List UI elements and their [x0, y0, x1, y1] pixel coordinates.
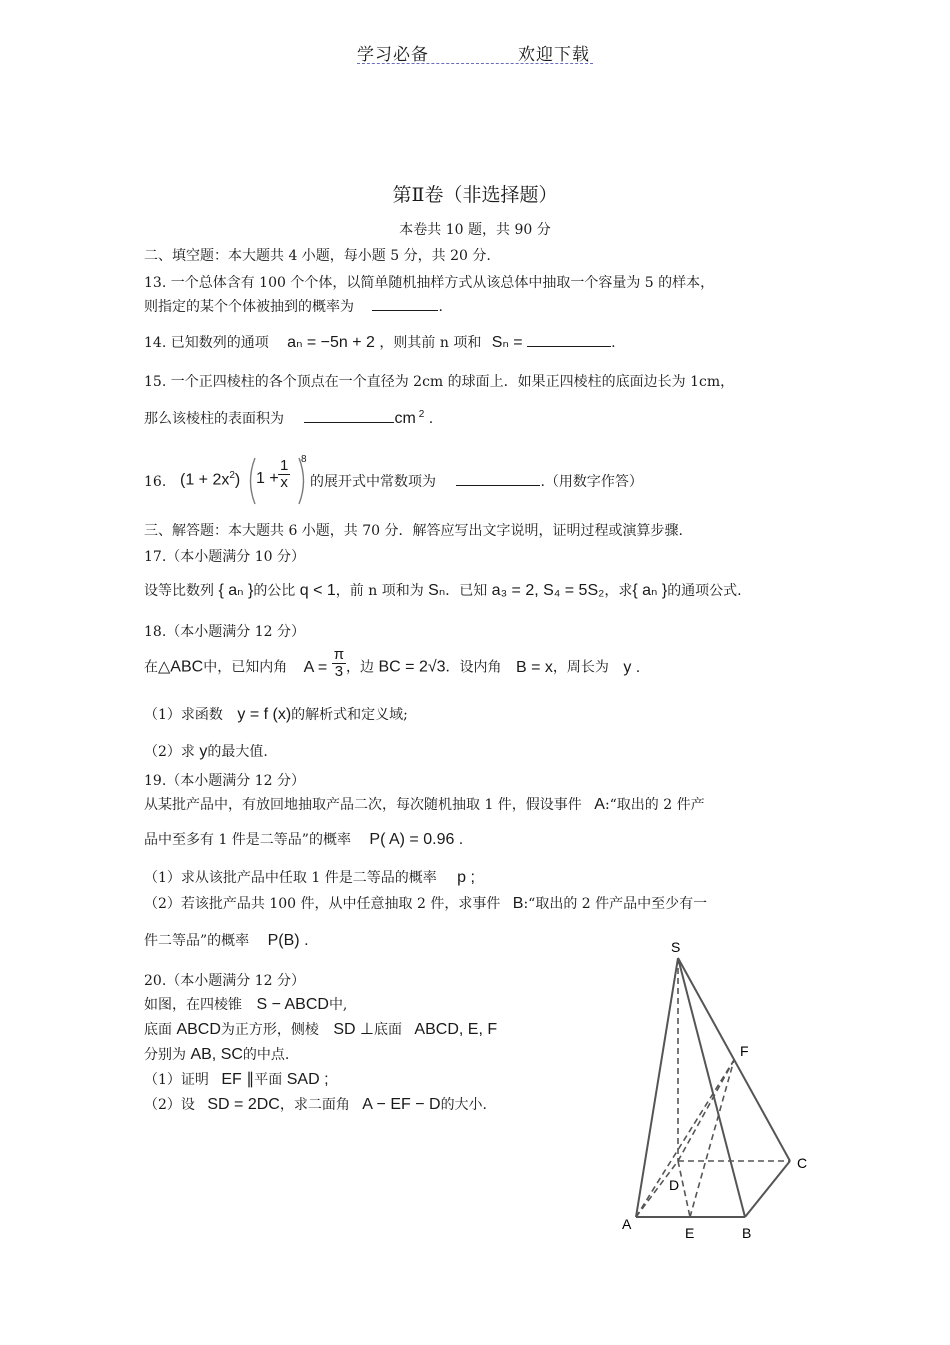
q19-line2-text: 品中至多有 1 件是二等品”的概率 [144, 832, 351, 848]
q20-l4m2: SAD ; [286, 1071, 329, 1088]
q16-inner: 1 + [256, 470, 279, 487]
q19-evB: B [512, 895, 524, 912]
q19-evA: A [594, 796, 605, 813]
q17-f: 的通项公式. [667, 583, 742, 599]
label-A: A [622, 1216, 632, 1232]
q18-sub2-a: （2）求 [144, 744, 195, 760]
q17-sn: Sₙ [428, 582, 446, 599]
label-C: C [797, 1155, 808, 1171]
q16-num: 16. [144, 474, 167, 490]
q20-l2b: 为正方形，侧棱 [220, 1022, 319, 1038]
q14-blank [527, 346, 611, 347]
q18-sub2-y: y [199, 743, 208, 760]
q15-unit-exp: 2 [418, 409, 425, 421]
q18-pre: 在 [144, 659, 158, 676]
q18-sub2-b: 的最大值. [207, 744, 268, 760]
q19-line1-text: 从某批产品中，有放回地抽取产品二次，每次随机抽取 1 件，假设事件 [144, 797, 582, 813]
q18-three: 3 [334, 663, 344, 680]
q18-mid1: 中，已知内角 [203, 659, 288, 676]
q17-a: 设等比数列 [144, 583, 214, 599]
q20-l5c: 的大小. [440, 1097, 488, 1113]
q20-l3b: 的中点. [242, 1047, 290, 1063]
section-title: 第Ⅱ卷（非选择题） [392, 184, 558, 206]
q20-l4 [144, 1069, 329, 1089]
q16-mid: ) [234, 471, 241, 489]
q19-line1b: :“取出的 2 件产 [604, 797, 705, 813]
part3-heading: 三、解答题：本大题共 6 小题，共 70 分．解答应写出文字说明，证明过程或演算步骤. [144, 523, 683, 539]
q18-body [144, 646, 641, 680]
edge-BC [745, 1161, 790, 1217]
q20-l5m: SD = 2DC [207, 1096, 280, 1113]
q19-sub1-text: （1）求从该批产品中任取 1 件是二等品的概率 [144, 870, 437, 886]
q16-text: 的展开式中常数项为 [310, 474, 436, 490]
q18-sub1-a: （1）求函数 [144, 707, 223, 723]
q19-pB: P(B) . [267, 932, 309, 949]
q17-e: ，求 [604, 583, 633, 599]
edge-EF [690, 1060, 734, 1217]
label-S: S [671, 939, 681, 955]
q20-l3m: AB, SC [190, 1046, 243, 1063]
label-D: D [669, 1177, 680, 1193]
q16-frac-den: x [280, 474, 288, 491]
q20-l1m: S − ABCD [256, 996, 329, 1013]
q20-l5m2: A − EF − D [362, 1096, 441, 1113]
q19-sub2 [144, 893, 707, 913]
q18-tri: △ABC [158, 658, 204, 676]
label-F: F [740, 1043, 749, 1059]
q16-expr-left [180, 470, 240, 489]
q19-sub2-text: （2）若该批产品共 100 件，从中任意抽取 2 件，求事件 [144, 896, 501, 912]
q16-blank [456, 485, 540, 486]
edge-SB [678, 958, 745, 1217]
q17-d: ．已知 [445, 583, 488, 599]
q20-l5 [144, 1094, 487, 1114]
q17-c: ，前 n 项和为 [335, 583, 424, 599]
q16-note: .（用数字作答） [540, 474, 643, 490]
q20-head: 20.（本小题满分 12 分） [144, 973, 305, 989]
q15-line2: 那么该棱柱的表面积为 cm $^2$ . [144, 409, 434, 427]
q18-sub1-b: 的解析式和定义域; [291, 707, 408, 723]
q14: 14. 已知数列的通项 aₙ = −5n + 2 ，则其前 n 项和 Sₙ = . [144, 334, 616, 351]
q19-p: p ; [457, 869, 475, 886]
q19-pA: P( A) = 0.96 . [369, 831, 464, 848]
q18-A: A = [303, 658, 328, 676]
q20-l4a: （1）证明 [144, 1072, 209, 1088]
q18-bx: B = x [516, 658, 553, 676]
q18-pi: π [333, 646, 345, 663]
q15-text: 那么该棱柱的表面积为 [144, 411, 284, 427]
q13-line2: 则指定的某个个体被抽到的概率为 . [144, 299, 443, 315]
q20-l1 [144, 994, 347, 1014]
q14-middle: ，则其前 n 项和 [379, 335, 482, 351]
header-divider [357, 63, 593, 64]
q17-cond: a₃ = 2, S₄ = 5S₂ [491, 582, 605, 599]
q18-mid4: ，周长为 [552, 659, 609, 676]
q20-l2m: ABCD [176, 1021, 221, 1038]
q20-l5b: ，求二面角 [279, 1097, 350, 1113]
q16-left-exp: 2 [229, 470, 235, 481]
q18-sub1-f: y = f (x) [237, 706, 292, 723]
q18-bc: BC = 2√3 [378, 658, 446, 676]
q14-formula: aₙ = −5n + 2 [287, 334, 375, 351]
q20-l1b: 中, [328, 997, 348, 1013]
q20-l2m3: ABCD, E, F [414, 1021, 498, 1038]
header-right: 欢迎下载 [518, 45, 590, 65]
q18-mid3: ．设内角 [445, 659, 502, 676]
q20-l5a: （2）设 [144, 1097, 195, 1113]
q19-head: 19.（本小题满分 12 分） [144, 773, 305, 789]
q17-head: 17.（本小题满分 10 分） [144, 549, 305, 565]
label-B: B [742, 1225, 752, 1241]
header-left: 学习必备 [357, 45, 429, 65]
edge-DE [678, 1161, 690, 1217]
q13-blank [372, 310, 438, 311]
q17-q: q < 1 [299, 582, 336, 599]
q20-l4b: 平面 [254, 1072, 283, 1088]
q20-l3 [144, 1044, 289, 1064]
q19-sub1 [144, 867, 475, 887]
q20-l4m: EF ∥ [221, 1071, 255, 1088]
q16-text-line [310, 471, 643, 491]
q20-l2m2: SD ⊥ [333, 1021, 374, 1038]
q17-body [144, 580, 742, 600]
q13-line1: 13. 一个总体含有 100 个个体，以简单随机抽样方式从该总体中抽取一个容量为 5 的样本， [144, 275, 715, 291]
q16-left: (1 + 2x [180, 471, 230, 489]
q14-sum: Sₙ = [491, 334, 523, 351]
q15-unit: cm [394, 410, 416, 427]
q16-frac [278, 458, 290, 491]
pyramid-figure [600, 930, 830, 1250]
q18-sub2 [144, 741, 268, 761]
section-subtitle: 本卷共 10 题，共 90 分 [399, 222, 551, 238]
q20-l2c: 底面 [373, 1022, 402, 1038]
q18-y: y . [623, 658, 641, 676]
q18-sub1 [144, 704, 408, 724]
q14-prefix: 14. 已知数列的通项 [144, 335, 269, 351]
q20-l1a: 如图，在四棱锥 [144, 997, 242, 1013]
q19-line-last [144, 930, 309, 950]
q19-sub2b: :“取出的 2 件产品中至少有一 [523, 896, 708, 912]
q19-line2 [144, 829, 463, 849]
q16-frac-num: 1 [280, 457, 289, 474]
q17-seq2: { aₙ } [632, 582, 668, 599]
q18-mid2: ，边 [346, 659, 375, 676]
q13-text: 则指定的某个个体被抽到的概率为 [144, 299, 354, 315]
q16-power: 8 [301, 454, 307, 465]
q18-head: 18.（本小题满分 12 分） [144, 624, 305, 640]
q19-last-text: 件二等品”的概率 [144, 933, 250, 949]
part2-heading: 二、填空题：本大题共 4 小题，每小题 5 分，共 20 分. [144, 248, 491, 264]
q17-seq: { aₙ } [218, 582, 254, 599]
q18-frac [332, 647, 346, 680]
q20-l2a: 底面 [144, 1022, 172, 1038]
q19-line1 [144, 794, 705, 814]
q17-b: 的公比 [253, 583, 296, 599]
q15-line1: 15. 一个正四棱柱的各个顶点在一个直径为 2cm 的球面上．如果正四棱柱的底面边长为 1cm， [144, 374, 735, 390]
q20-l3a: 分别为 [144, 1047, 186, 1063]
q20-l2 [144, 1019, 497, 1039]
q15-blank [304, 422, 394, 423]
label-E: E [685, 1225, 695, 1241]
